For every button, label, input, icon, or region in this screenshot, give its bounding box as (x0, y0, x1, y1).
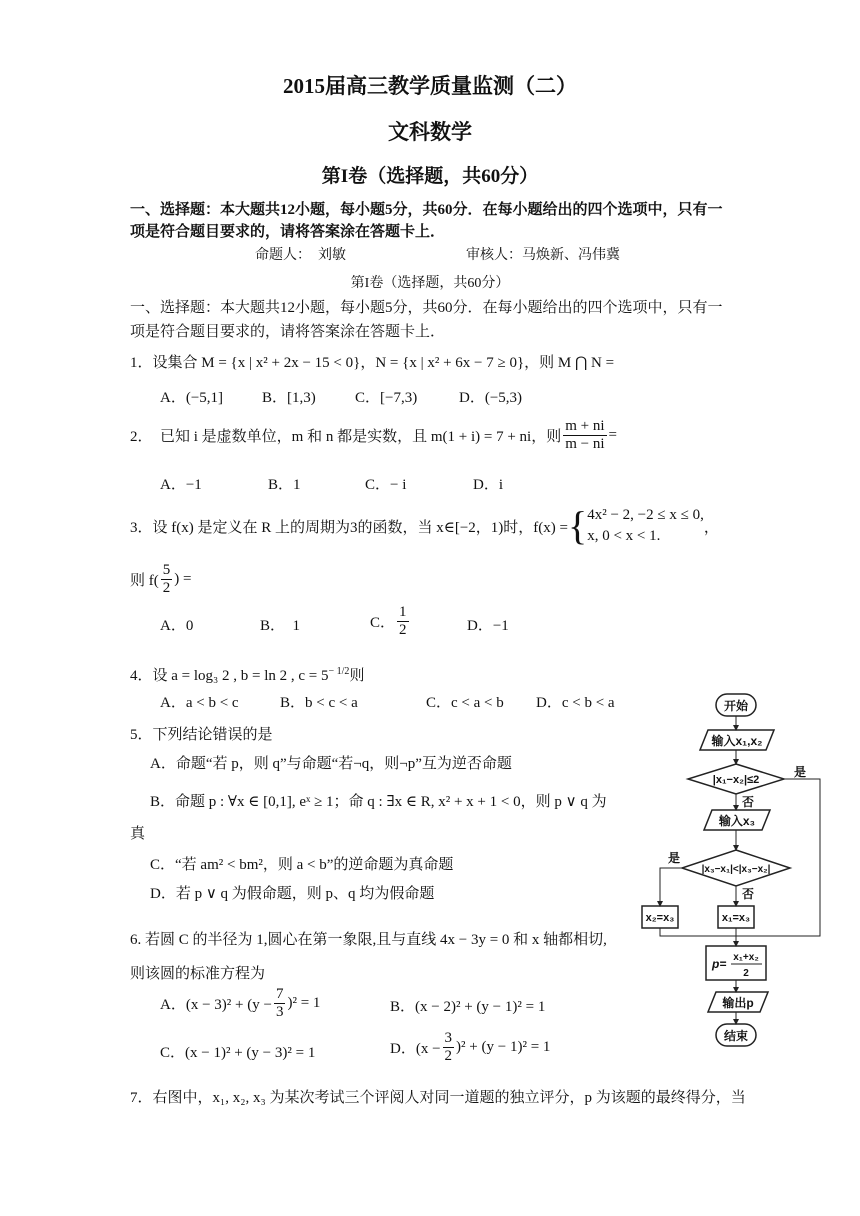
q6-stem-line2: 则该圆的标准方程为 (130, 966, 266, 982)
start-label: 开始 (723, 699, 749, 713)
instructions-line1: 一、选择题：本大题共12小题，每小题5分，共60分．在每小题给出的四个选项中，只有一 (130, 300, 723, 316)
q6-option-a (160, 986, 320, 1020)
instructions-bold-line1: 一、选择题：本大题共12小题，每小题5分，共60分．在每小题给出的四个选项中，只有一 (130, 202, 723, 218)
q2-option-c: C．− i (365, 477, 407, 493)
q3-option-c-fraction (397, 604, 409, 638)
assign-right-label: x₁=x₃ (721, 912, 751, 924)
q2-option-a: A．−1 (160, 477, 202, 493)
q6-d-pre: D．(x − (390, 1040, 441, 1057)
q2-option-d: D．i (473, 477, 504, 493)
q3-option-c (370, 604, 411, 638)
q6-a-num: 7 (275, 986, 284, 1002)
formula-p-label: p= (712, 957, 727, 971)
q2-suffix: = (608, 426, 617, 443)
q1-option-a: A．(−5,1] (160, 390, 224, 406)
q2-fraction (563, 418, 606, 452)
q3-line2-den: 2 (162, 579, 171, 596)
q5-option-b-line1: B．命题 p : ∀x ∈ [0,1], eˣ ≥ 1；命 q : ∃x ∈ R, x² + x + 1 < 0，则 p ∨ q 为 (150, 794, 607, 810)
q6-a-fraction (274, 986, 286, 1020)
q3-piecewise (587, 505, 704, 547)
q4-option-c: C．c < a < b (426, 695, 504, 711)
q1-option-c: C．[−7,3) (355, 390, 418, 406)
q2-stem (130, 418, 617, 452)
q3-line2-num: 5 (162, 562, 171, 578)
q2-option-b: B．1 (268, 477, 301, 493)
q6-option-b: B．(x − 2)² + (y − 1)² = 1 (390, 999, 546, 1015)
q3-line2-suffix: ) = (174, 570, 192, 587)
q4-exponent: − 1/2 (328, 666, 350, 677)
q6-a-pre: A．(x − 3)² + (y − (160, 996, 272, 1013)
q2-frac-num: m + ni (565, 418, 605, 434)
input-x1x2-label: 输入x₁,x₂ (711, 734, 763, 748)
q6-a-den: 3 (275, 1003, 284, 1020)
reviewer-label: 审核人：马焕新、冯伟冀 (466, 248, 620, 263)
assign-left-label: x₂=x₃ (645, 912, 675, 924)
q6-d-den: 2 (444, 1047, 453, 1064)
no2-label: 否 (742, 887, 755, 901)
q3-tail: ， (703, 519, 719, 536)
condition1-label: |x₁−x₂|≤2 (712, 774, 760, 786)
q5-option-b-line2: 真 (130, 826, 146, 842)
q6-d-fraction (443, 1030, 455, 1064)
q3-optc-den: 2 (399, 621, 407, 638)
yes1-label: 是 (794, 765, 807, 779)
q5-option-c: C．“若 am² < bm²，则 a < b”的逆命题为真命题 (150, 857, 454, 873)
flowchart (636, 690, 836, 1060)
q1-option-d: D．(−5,3) (459, 390, 523, 406)
author-label: 命题人： 刘敏 (255, 248, 346, 263)
q3-line2 (130, 562, 191, 596)
q3-stem (130, 505, 719, 547)
q6-a-post: )² = 1 (287, 994, 321, 1011)
q5-stem: 5．下列结论错误的是 (130, 727, 273, 743)
condition2-label: |x₃−x₁|<|x₃−x₂| (701, 864, 771, 875)
q3-line2-fraction (161, 562, 173, 596)
page-title: 2015届高三教学质量监测（二） (283, 74, 577, 98)
q1-option-b: B．[1,3) (262, 390, 316, 406)
q4-stem-text: 4．设 a = log₃ 2 , b = ln 2 , c = 5 (130, 668, 329, 684)
q4-stem (130, 664, 364, 685)
q5-option-d: D．若 p ∨ q 为假命题，则 p、q 均为假命题 (150, 886, 435, 902)
q6-stem-line1: 6. 若圆 C 的半径为 1,圆心在第一象限,且与直线 4x − 3y = 0 和 x 轴都相切, (130, 932, 607, 948)
end-label: 结束 (723, 1029, 749, 1043)
instructions-bold-line2: 项是符合题目要求的，请将答案涂在答题卡上． (130, 224, 446, 240)
volume-repeat: 第I卷（选择题，共60分） (350, 276, 510, 291)
brace-icon: { (568, 503, 588, 548)
q4-tail: 则 (349, 668, 365, 684)
q3-case2: x, 0 < x < 1. (587, 528, 661, 544)
yes2-label: 是 (668, 851, 681, 865)
input-x3-label: 输入x₃ (718, 814, 756, 828)
q2-frac-den: m − ni (565, 435, 605, 452)
q6-option-d (390, 1030, 550, 1064)
q1-stem: 1．设集合 M = {x | x² + 2x − 15 < 0}，N = {x | x² + 6x − 7 ≥ 0}，则 M ⋂ N = (130, 355, 615, 371)
q4-option-a: A．a < b < c (160, 695, 239, 711)
q3-optc-num: 1 (399, 604, 407, 620)
q3-case1: 4x² − 2, −2 ≤ x ≤ 0, (587, 507, 704, 523)
no1-label: 否 (742, 795, 755, 809)
formula-num: x₁+x₂ (733, 952, 759, 963)
q2-prefix: 2． 已知 i 是虚数单位，m 和 n 都是实数，且 m(1 + i) = 7 + ni，则 (130, 428, 562, 445)
q3-option-c-label: C． (370, 614, 396, 631)
output-label: 输出p (722, 996, 754, 1010)
q5-option-a: A．命题“若 p，则 q”与命题“若¬q，则¬p”互为逆否命题 (150, 756, 512, 772)
q7-stem: 7．右图中，x₁, x₂, x₃ 为某次考试三个评阅人对同一道题的独立评分，p 为该题的最终得分，当 (130, 1090, 746, 1106)
q3-option-a: A．0 (160, 618, 194, 634)
q4-option-b: B．b < c < a (280, 695, 358, 711)
instructions-line2: 项是符合题目要求的，请将答案涂在答题卡上． (130, 324, 446, 340)
formula-den: 2 (743, 968, 749, 979)
q6-d-post: )² + (y − 1)² = 1 (456, 1038, 551, 1055)
q6-d-num: 3 (444, 1030, 453, 1046)
volume-title: 第I卷（选择题，共60分） (321, 166, 539, 187)
q3-prefix: 3．设 f(x) 是定义在 R 上的周期为3的函数，当 x∈[−2，1)时，f(x) = (130, 519, 568, 536)
q6-option-c: C．(x − 1)² + (y − 3)² = 1 (160, 1045, 316, 1061)
q3-option-b: B． 1 (260, 618, 301, 634)
q4-option-d: D．c < b < a (536, 695, 615, 711)
q3-option-d: D．−1 (467, 618, 509, 634)
q3-line2-prefix: 则 f( (130, 572, 159, 589)
subject-title: 文科数学 (388, 120, 472, 144)
